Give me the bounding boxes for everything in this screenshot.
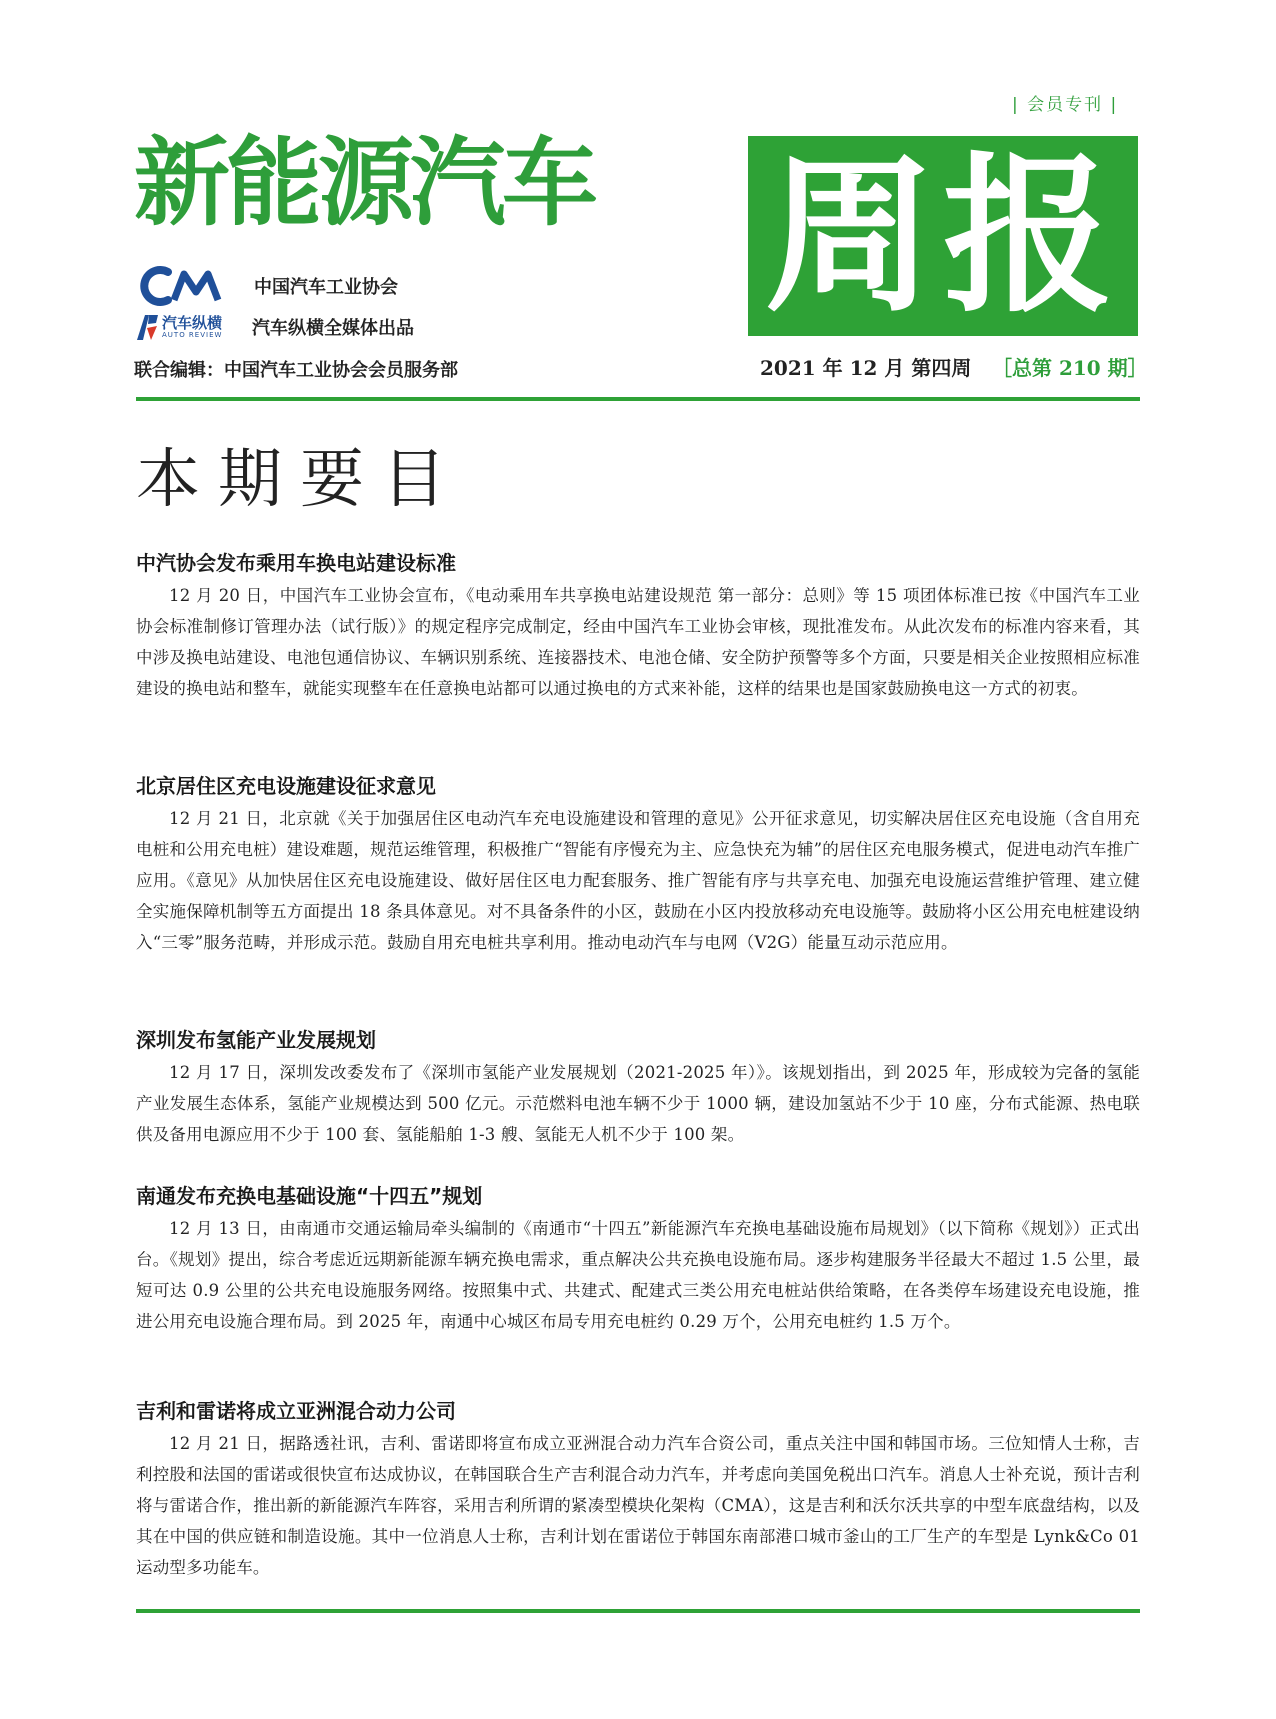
article-body: 12 月 13 日，由南通市交通运输局牵头编制的《南通市“十四五”新能源汽车充换电基础设施布局规划》（以下简称《规划》）正式出台。《规划》提出，综合考虑近远期新能源车辆充换电需求，重点解决公共充换电设施布局。逐步构建服务半径最大不超过 1.5 公里，最短可达 0.9 公里的公共充电设施服务网络。按照集中式、共建式、配建式三类公用充电桩站供给策略，在各类停车场建设充电设施，推进公用充电设施合理布局。到 2025 年，南通中心城区布局专用充电桩约 0.29 万个，公用充电桩约 1.5 万个。 (136, 1219, 1140, 1331)
article-body: 12 月 21 日，据路透社讯，吉利、雷诺即将宣布成立亚洲混合动力汽车合资公司，重点关注中国和韩国市场。三位知情人士称，吉利控股和法国的雷诺或很快宣布达成协议，在韩国联合生产吉利混合动力汽车，并考虑向美国免税出口汽车。消息人士补充说，预计吉利将与雷诺合作，推出新的新能源汽车阵容，采用吉利所谓的紧凑型模块化架构（CMA），这是吉利和沃尔沃共享的中型车底盘结构，以及其在中国的供应链和制造设施。其中一位消息人士称，吉利计划在雷诺位于韩国东南部港口城市釜山的工厂生产的车型是 Lynk&Co 01 运动型多功能车。 (136, 1434, 1140, 1577)
header-divider (136, 397, 1140, 401)
article-4 (136, 1181, 1140, 1337)
article-body: 12 月 17 日，深圳发改委发布了《深圳市氢能产业发展规划（2021-2025 年）》。该规划指出，到 2025 年，形成较为完备的氢能产业发展生态体系，氢能产业规模达到 500 亿元。示范燃料电池车辆不少于 1000 辆，建设加氢站不少于 10 座，分布式能源、热电联供及备用电源应用不少于 100 套、氢能船舶 1-3 艘、氢能无人机不少于 100 架。 (136, 1063, 1140, 1144)
article-2 (136, 771, 1140, 958)
caam-logo-icon (134, 266, 230, 306)
auto-review-org-name: 汽车纵横全媒体出品 (252, 318, 414, 339)
auto-review-logo-cn: 汽车纵横 (162, 313, 223, 332)
caam-org-row (134, 266, 398, 306)
auto-review-logo (134, 312, 238, 342)
article-3 (136, 1025, 1140, 1150)
auto-review-logo-en: AUTO REVIEW (162, 330, 223, 339)
weekly-masthead-box (748, 136, 1138, 336)
caam-org-name: 中国汽车工业协会 (254, 277, 398, 298)
auto-review-mark-icon (134, 312, 160, 342)
article-title: 北京居住区充电设施建设征求意见 (136, 774, 436, 798)
issue-number: ［总第 210 期］ (992, 356, 1148, 380)
weekly-masthead-text: 周报 (764, 136, 1121, 336)
joint-editor-line: 联合编辑：中国汽车工业协会会员服务部 (134, 360, 458, 381)
footer-divider (136, 1609, 1140, 1613)
article-title: 南通发布充换电基础设施“十四五”规划 (136, 1184, 483, 1208)
article-1 (136, 548, 1140, 704)
article-5 (136, 1396, 1140, 1583)
masthead-title: 新能源汽车 (134, 127, 594, 239)
article-title: 深圳发布氢能产业发展规划 (136, 1028, 376, 1052)
article-title: 中汽协会发布乘用车换电站建设标准 (136, 551, 456, 575)
section-title: 本期要目 (136, 443, 464, 517)
issue-date: 2021 年 12 月 第四周 (760, 356, 972, 380)
article-title: 吉利和雷诺将成立亚洲混合动力公司 (136, 1399, 456, 1423)
auto-review-org-row (134, 312, 414, 342)
article-body: 12 月 20 日，中国汽车工业协会宣布，《电动乘用车共享换电站建设规范 第一部分：总则》等 15 项团体标准已按《中国汽车工业协会标准制修订管理办法（试行版）》的规定程序完成制定，经由中国汽车工业协会审核，现批准发布。从此次发布的标准内容来看，其中涉及换电站建设、电池包通信协议、车辆识别系统、连接器技术、电池仓储、安全防护预警等多个方面，只要是相关企业按照相应标准建设的换电站和整车，就能实现整车在任意换电站都可以通过换电的方式来补能，这样的结果也是国家鼓励换电这一方式的初衷。 (136, 586, 1140, 698)
member-edition-tag: | 会员专刊 | (1012, 95, 1119, 115)
article-body: 12 月 21 日，北京就《关于加强居住区电动汽车充电设施建设和管理的意见》公开征求意见，切实解决居住区充电设施（含自用充电桩和公用充电桩）建设难题，规范运维管理，积极推广“智能有序慢充为主、应急快充为辅”的居住区充电服务模式，促进电动汽车推广应用。《意见》从加快居住区充电设施建设、做好居住区电力配套服务、推广智能有序与共享充电、加强充电设施运营维护管理、建立健全实施保障机制等五方面提出 18 条具体意见。对不具备条件的小区，鼓励在小区内投放移动充电设施等。鼓励将小区公用充电桩建设纳入“三零”服务范畴，并形成示范。鼓励自用充电桩共享利用。推动电动汽车与电网（V2G）能量互动示范应用。 (136, 809, 1140, 952)
